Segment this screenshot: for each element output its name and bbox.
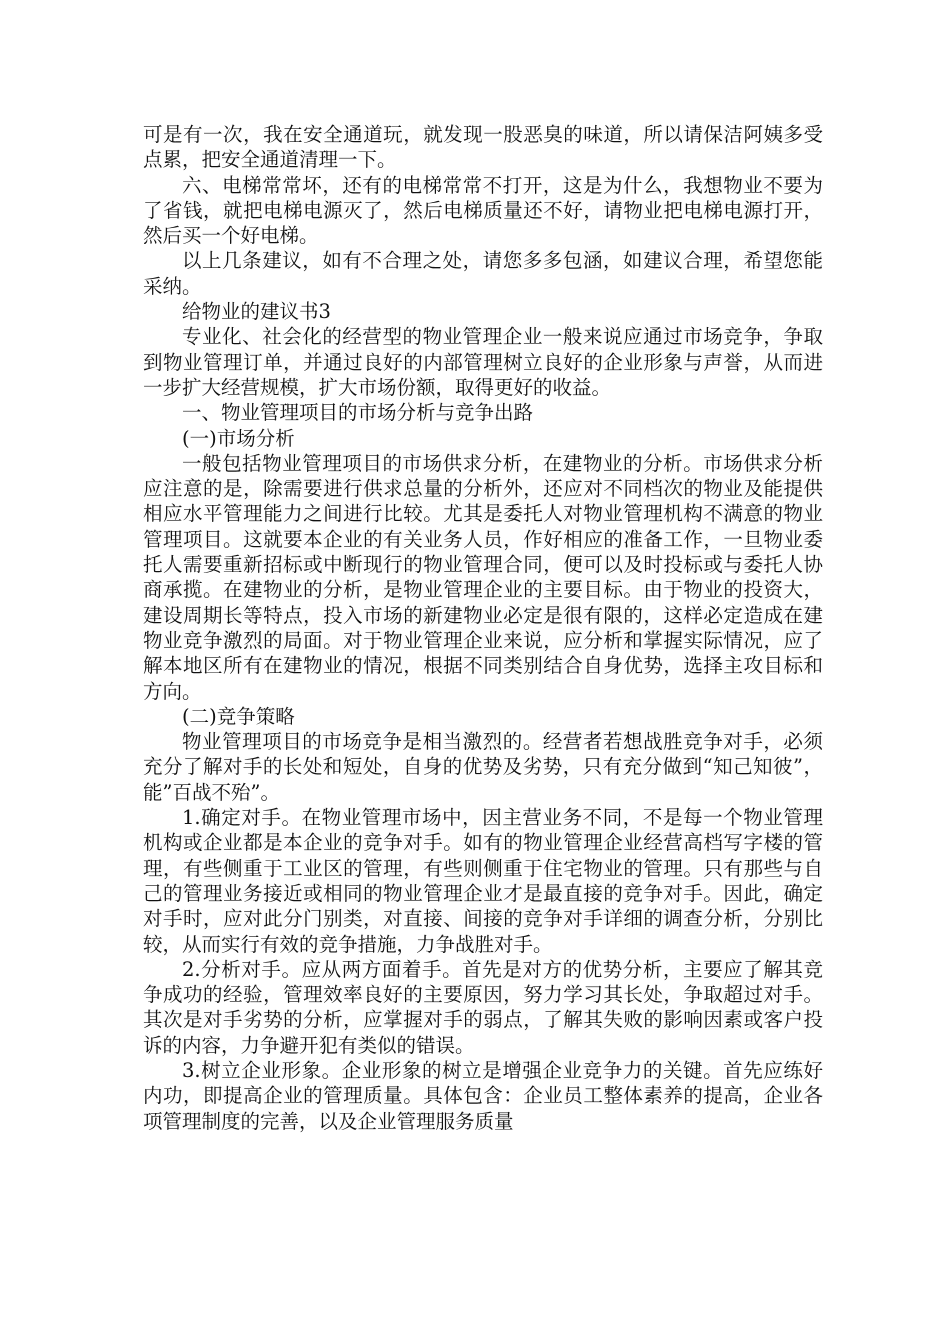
list-item: 3.树立企业形象。企业形象的树立是增强企业竞争力的关键。首先应练好内功，即提高企业的管理质量。具体包含：企业员工整体素养的提高，企业各项管理制度的完善，以及企业管理服务质量 [143, 1058, 823, 1133]
subsection-heading: (一)市场分析 [182, 426, 295, 450]
section-heading: 给物业的建议书3 [182, 300, 331, 324]
paragraph: 六、电梯常常坏，还有的电梯常常不打开，这是为什么，我想物业不要为了省钱，就把电梯电源灭了，然后电梯质量还不好，请物业把电梯电源打开，然后买一个好电梯。 [143, 173, 823, 248]
paragraph: 可是有一次，我在安全通道玩，就发现一股恶臭的味道，所以请保洁阿姨多受点累，把安全通道清理一下。 [143, 123, 823, 172]
paragraph: 专业化、社会化的经营型的物业管理企业一般来说应通过市场竞争，争取到物业管理订单，并通过良好的内部管理树立良好的企业形象与声誉，从而进一步扩大经营规模，扩大市场份额，取得更好的收益。 [143, 325, 823, 399]
section-heading: 一、物业管理项目的市场分析与竞争出路 [182, 401, 534, 425]
paragraph: 一般包括物业管理项目的市场供求分析，在建物业的分析。市场供求分析应注意的是，除需要进行供求总量的分析外，还应对不同档次的物业及能提供相应水平管理能力之间进行比较。尤其是委托人对物业管理机构不满意的物业管理项目。这就要本企业的有关业务人员，作好相应的准备工作，一旦物业委托人需要重新招标或中断现行的物业管理合同，便可以及时投标或与委托人协商承揽。在建物业的分析，是物业管理企业的主要目标。由于物业的投资大，建设周期长等特点，投入市场的新建物业必定是很有限的，这样必定造成在建物业竞争激烈的局面。对于物业管理企业来说，应分析和掌握实际情况，应了解本地区所有在建物业的情况，根据不同类别结合自身优势，选择主攻目标和方向。 [143, 451, 823, 703]
list-item: 2.分析对手。应从两方面着手。首先是对方的优势分析，主要应了解其竞争成功的经验，管理效率良好的主要原因，努力学习其长处，争取超过对手。其次是对手劣势的分析，应掌握对手的弱点，了解其失败的影响因素或客户投诉的内容，力争避开犯有类似的错误。 [143, 957, 823, 1057]
paragraph: 以上几条建议，如有不合理之处，请您多多包涵，如建议合理，希望您能采纳。 [143, 249, 823, 298]
list-item: 1.确定对手。在物业管理市场中，因主营业务不同，不是每一个物业管理机构或企业都是本企业的竞争对手。如有的物业管理企业经营高档写字楼的管理，有些侧重于工业区的管理，有些则侧重于住宅物业的管理。只有那些与自己的管理业务接近或相同的物业管理企业才是最直接的竞争对手。因此，确定对手时，应对此分门别类，对直接、间接的竞争对手详细的调查分析，分别比较，从而实行有效的竞争措施，力争战胜对手。 [143, 806, 823, 956]
subsection-heading: (二)竞争策略 [182, 704, 295, 728]
paragraph: 物业管理项目的市场竞争是相当激烈的。经营者若想战胜竞争对手，必须充分了解对手的长处和短处，自身的优势及劣势，只有充分做到“知己知彼”，能”百战不殆”。 [143, 730, 823, 804]
document-body [143, 122, 823, 1134]
